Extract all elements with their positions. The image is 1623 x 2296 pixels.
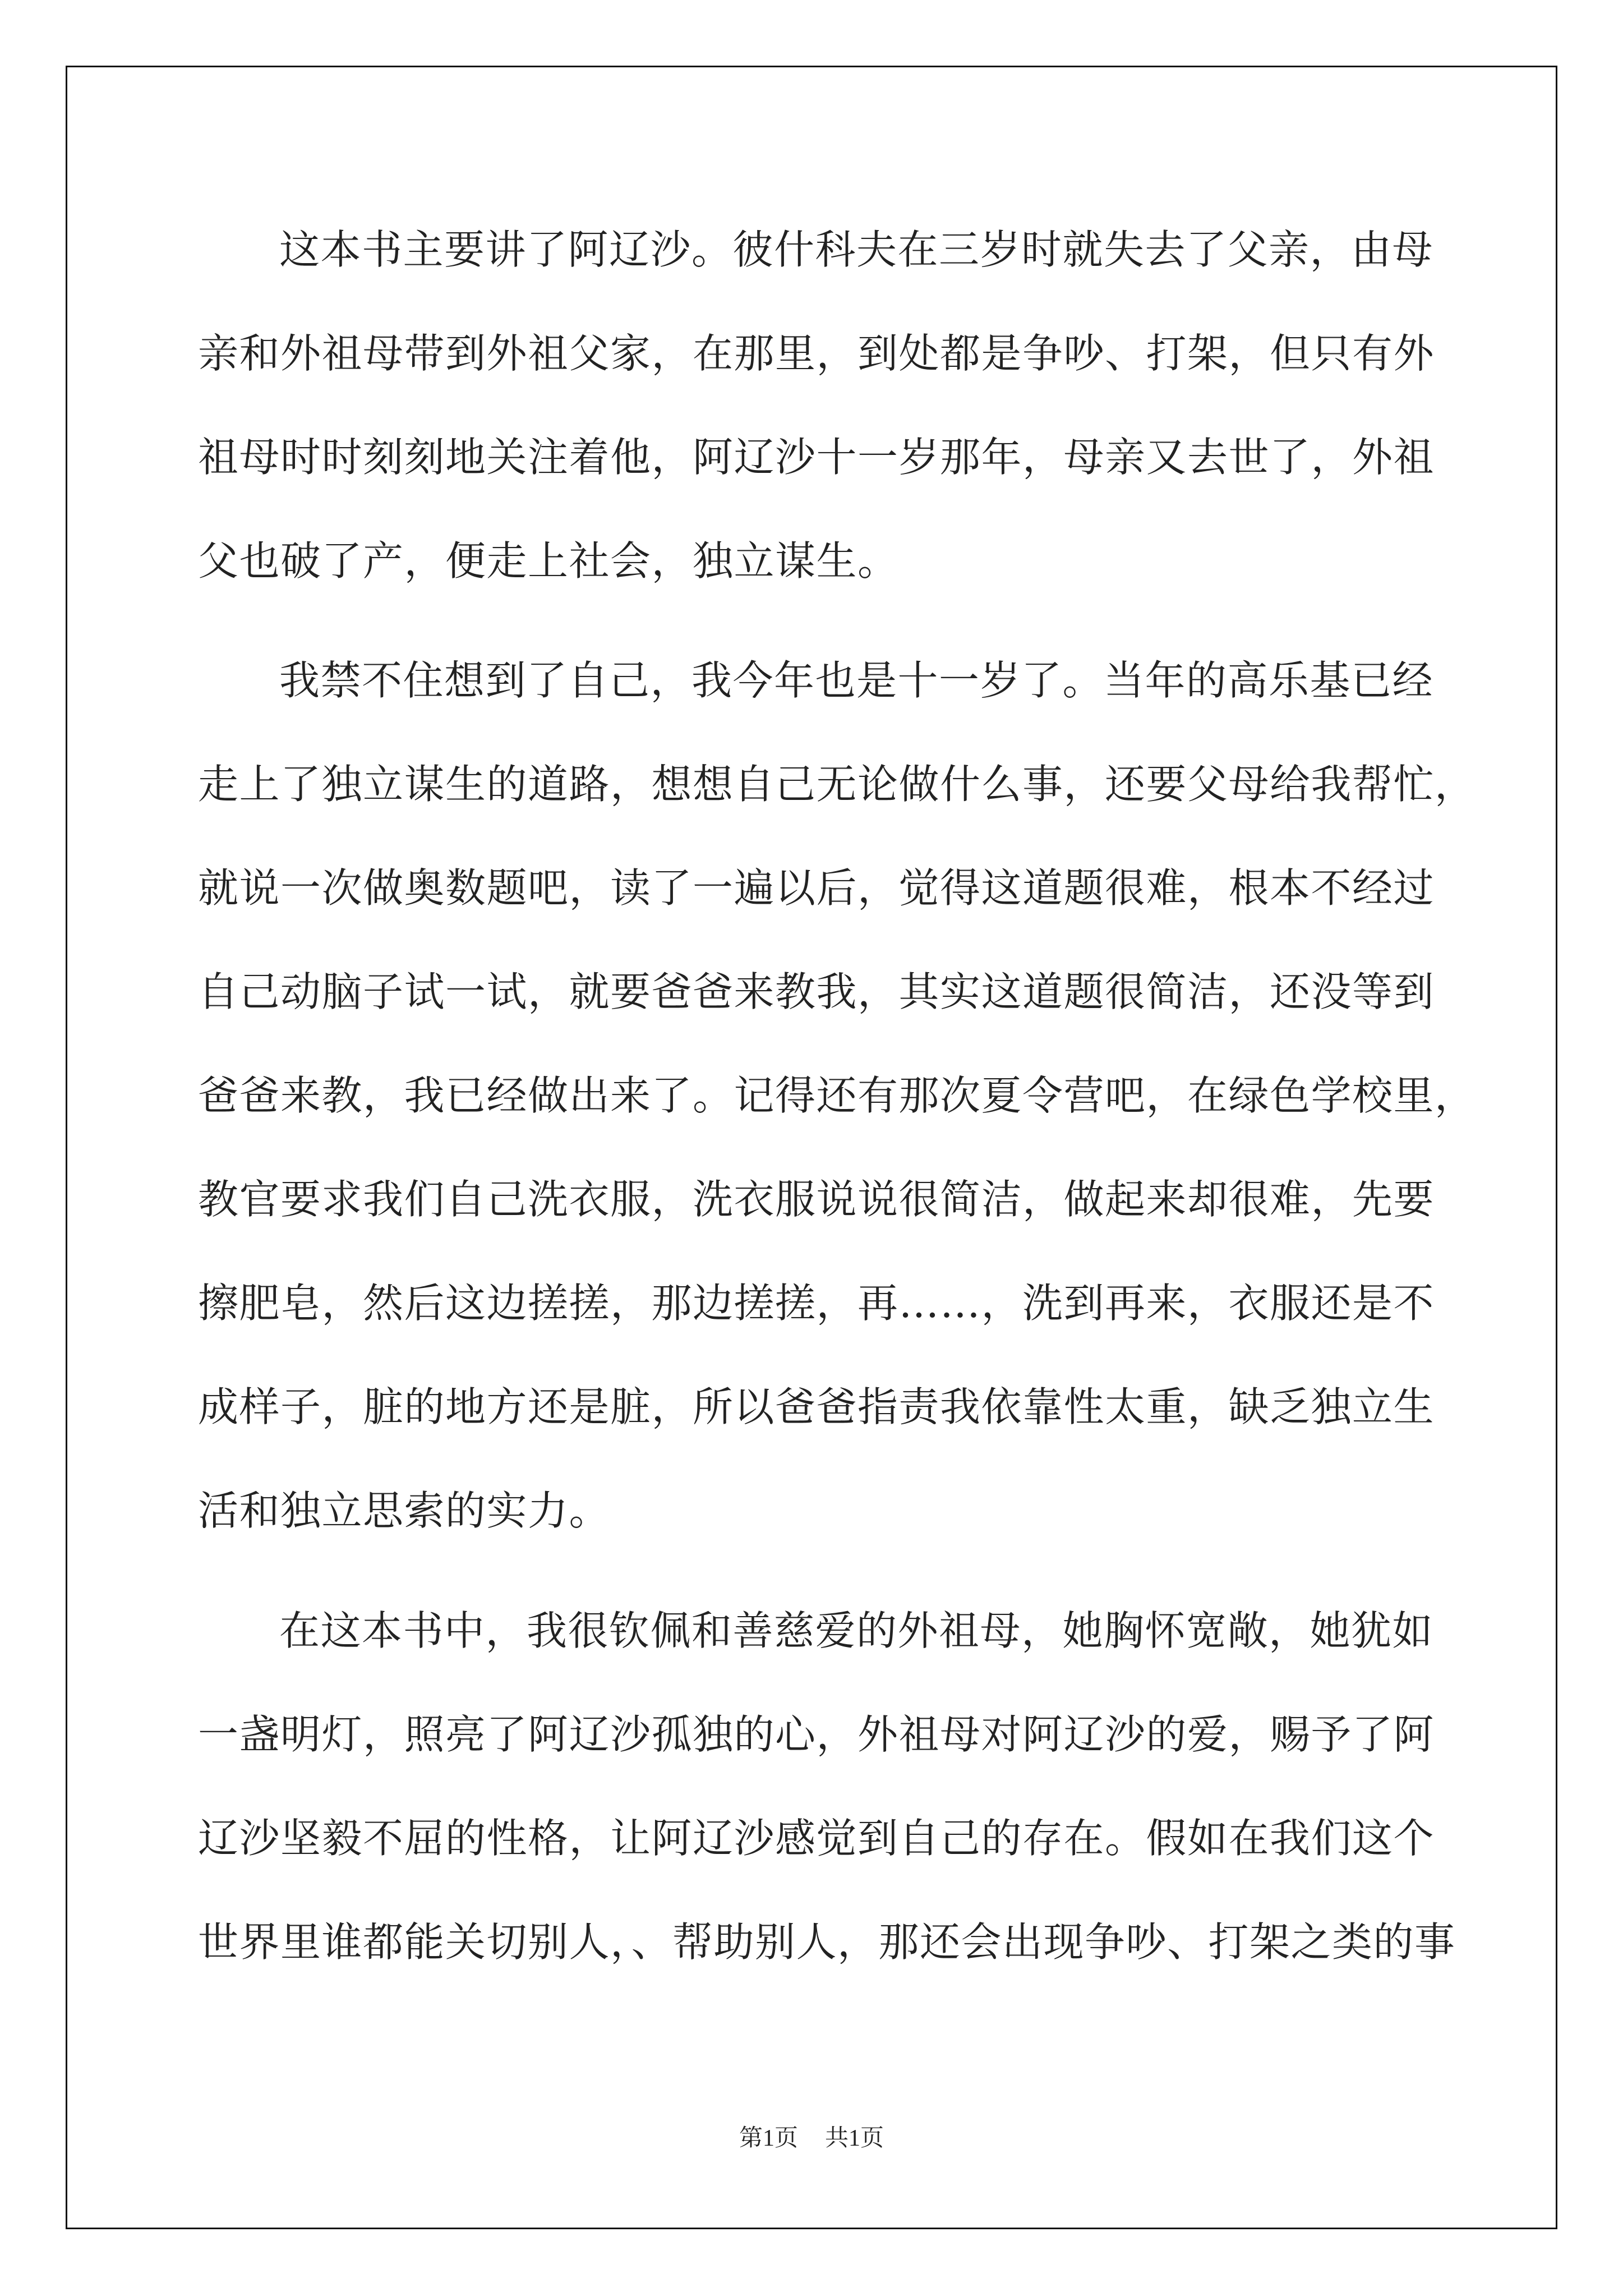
page-footer [0,2122,1623,2155]
paragraph-3-line-2: 一盏明灯，照亮了阿辽沙孤独的心，外祖母对阿辽沙的爱，赐予了阿 [198,1711,1435,1758]
paragraph-2-line-4: 自己动脑子试一试，就要爸爸来教我，其实这道题很简洁，还没等到 [198,968,1435,1015]
paragraph-2-line-8: 成样子，脏的地方还是脏，所以爸爸指责我依靠性太重，缺乏独立生 [198,1383,1435,1430]
paragraph-2-line-5: 爸爸来教，我已经做出来了。记得还有那次夏令营吧，在绿色学校里， [198,1072,1476,1119]
paragraph-2-line-6: 教官要求我们自己洗衣服，洗衣服说说很简洁，做起来却很难，先要 [198,1176,1435,1223]
page-border [66,66,1557,2229]
paragraph-2-line-9: 活和独立思索的实力。 [198,1487,611,1534]
paragraph-2-line-7: 擦肥皂，然后这边搓搓，那边搓搓，再……，洗到再来，衣服还是不 [198,1280,1435,1327]
paragraph-3-line-3: 辽沙坚毅不屈的性格，让阿辽沙感觉到自己的存在。假如在我们这个 [198,1815,1435,1862]
paragraph-3-line-4: 世界里谁都能关切别人，、帮助别人，那还会出现争吵、打架之类的事 [198,1918,1456,1966]
paragraph-3-line-1: 在这本书中，我很钦佩和善慈爱的外祖母，她胸怀宽敞，她犹如 [279,1607,1434,1654]
paragraph-2-line-3: 就说一次做奥数题吧，读了一遍以后，觉得这道题很难，根本不经过 [198,864,1435,912]
page-total: 共1页 [825,2125,884,2151]
paragraph-1-line-4: 父也破了产，便走上社会，独立谋生。 [198,537,899,585]
paragraph-1-line-1: 这本书主要讲了阿辽沙。彼什科夫在三岁时就失去了父亲，由母 [279,226,1434,273]
paragraph-1-line-2: 亲和外祖母带到外祖父家，在那里，到处都是争吵、打架，但只有外 [198,330,1435,377]
page-number: 第1页 [739,2125,798,2151]
paragraph-2-line-1: 我禁不住想到了自己，我今年也是十一岁了。当年的高乐基已经 [279,657,1434,704]
paragraph-2-line-2: 走上了独立谋生的道路，想想自己无论做什么事，还要父母给我帮忙， [198,761,1476,808]
paragraph-1-line-3: 祖母时时刻刻地关注着他，阿辽沙十一岁那年，母亲又去世了，外祖 [198,434,1435,481]
